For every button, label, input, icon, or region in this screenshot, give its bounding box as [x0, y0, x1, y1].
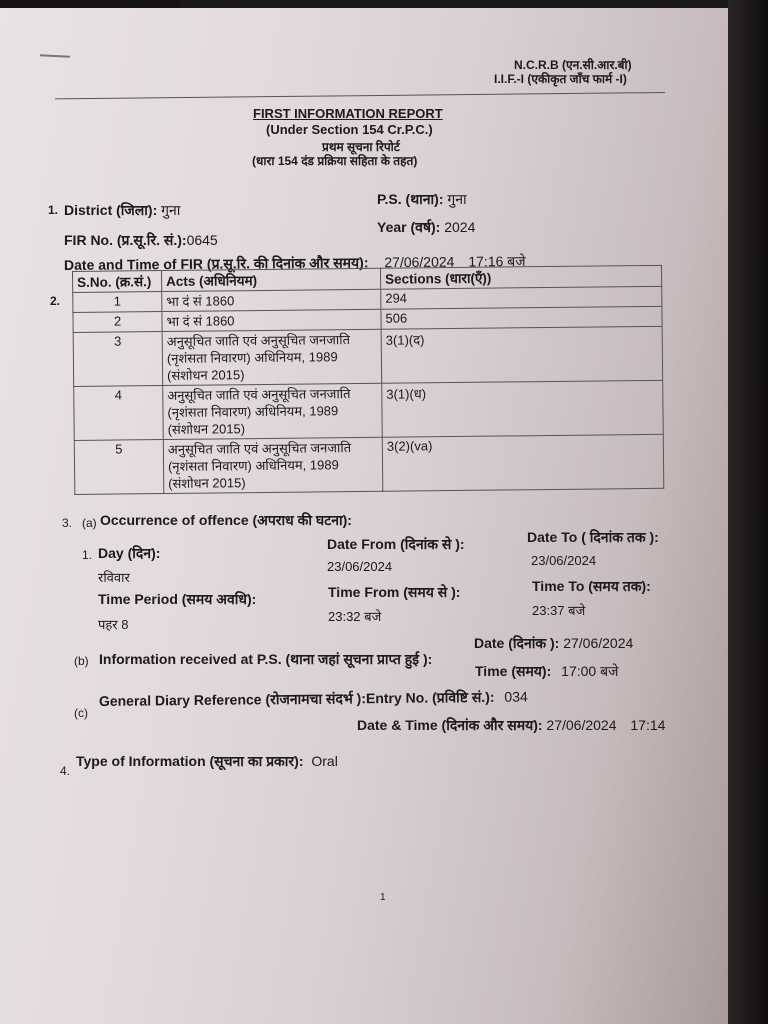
- time-period-value: पहर 8: [98, 617, 129, 632]
- column-header-acts: Acts (अधिनियम): [162, 268, 381, 291]
- district-label: District (जिला):: [64, 202, 158, 218]
- cell-act: अनुसूचित जाति एवं अनुसूचित जनजाति (नृशंसता निवारण) अधिनियम, 1989 (संशोधन 2015): [163, 383, 383, 439]
- cell-section: 294: [381, 286, 662, 309]
- info-time-value: 17:00 बजे: [561, 663, 619, 679]
- gd-entry-value: 034: [504, 688, 528, 705]
- info-received-date: [474, 634, 633, 653]
- subsection-a-marker: (a): [82, 516, 97, 530]
- cell-sno: 1: [73, 292, 162, 313]
- cell-sno: 5: [74, 440, 164, 495]
- info-time-label: Time (समय):: [475, 663, 552, 679]
- section-number: 3.: [62, 516, 73, 530]
- gd-entry-label: Entry No. (प्रविष्टि सं.):: [365, 688, 495, 707]
- ncrb-header: N.C.R.B (एन.सी.आर.बी): [514, 58, 632, 72]
- photo-background-edge: [728, 0, 768, 1024]
- info-received-label: Information received at P.S. (थाना जहां सूचना प्राप्त हुई ):: [99, 651, 433, 667]
- report-subtitle: (Under Section 154 Cr.P.C.): [266, 122, 433, 137]
- cell-act: भा दं सं 1860: [162, 309, 381, 331]
- gd-time-value: 17:14: [630, 717, 666, 733]
- info-date-value: 27/06/2024: [563, 635, 634, 651]
- column-header-sno: S.No. (क्र.सं.): [73, 271, 162, 293]
- time-period-label: Time Period (समय अवधि):: [98, 591, 257, 607]
- section-number: 4.: [60, 764, 71, 778]
- gd-label: General Diary Reference (रोजनामचा संदर्भ ):: [98, 690, 367, 710]
- cell-section: 506: [381, 306, 662, 329]
- header-divider: [55, 92, 665, 99]
- date-from-value: 23/06/2024: [327, 559, 393, 574]
- report-title: FIRST INFORMATION REPORT: [253, 106, 443, 121]
- cell-section: 3(2)(va): [382, 434, 664, 491]
- info-type-label: Type of Information (सूचना का प्रकार):: [76, 753, 304, 769]
- subsection-c-marker: (c): [74, 706, 88, 720]
- cell-section: 3(1)(द): [381, 326, 663, 383]
- table-row: [74, 434, 664, 494]
- date-to-label: Date To ( दिनांक तक ):: [527, 529, 659, 545]
- year-label: Year (वर्ष):: [377, 219, 441, 235]
- cell-act: अनुसूचित जाति एवं अनुसूचित जनजाति (नृशंसता निवारण) अधिनियम, 1989 (संशोधन 2015): [163, 437, 383, 493]
- cell-sno: 4: [74, 386, 164, 441]
- year-value: 2024: [444, 219, 476, 235]
- cell-act: भा दं सं 1860: [162, 289, 381, 311]
- district-value: गुना: [161, 202, 181, 218]
- subsection-b-marker: (b): [74, 654, 89, 668]
- acts-sections-table: [72, 265, 664, 495]
- type-of-information-field: [76, 752, 338, 771]
- date-from-label: Date From (दिनांक से ):: [327, 536, 465, 552]
- cell-act: अनुसूचित जाति एवं अनुसूचित जनजाति (नृशंसता निवारण) अधिनियम, 1989 (संशोधन 2015): [162, 329, 382, 385]
- report-subtitle-hindi: (धारा 154 दंड प्रक्रिया सहिता के तहत): [252, 154, 418, 168]
- occurrence-label: Occurrence of offence (अपराध की घटना):: [100, 512, 352, 528]
- fir-datetime-label: Date and Time of FIR (प्र.सू.रि. की दिनांक और समय):: [63, 254, 369, 273]
- ps-label: P.S. (थाना):: [377, 191, 444, 207]
- time-to-label: Time To (समय तक):: [532, 578, 651, 594]
- gd-date-value: 27/06/2024: [546, 717, 617, 733]
- district-field: [64, 201, 180, 220]
- table-row: [74, 380, 664, 440]
- item-number: 1.: [82, 548, 93, 562]
- section-number: 1.: [48, 203, 59, 217]
- info-received-time: [475, 662, 618, 681]
- document-page: [0, 8, 730, 1024]
- gd-datetime-field: [357, 716, 665, 735]
- date-to-value: 23/06/2024: [531, 553, 597, 568]
- info-date-label: Date (दिनांक ):: [474, 635, 560, 651]
- time-from-value: 23:32 बजे: [328, 609, 382, 624]
- general-diary-field: [99, 688, 528, 711]
- day-label: Day (दिन):: [98, 545, 161, 561]
- fir-number-field: [64, 231, 218, 250]
- cell-sno: 2: [73, 312, 162, 333]
- fir-label: FIR No. (प्र.सू.रि. सं.):: [64, 232, 187, 248]
- info-type-value: Oral: [311, 753, 338, 769]
- day-value: रविवार: [98, 570, 130, 585]
- cell-section: 3(1)(ध): [382, 380, 664, 437]
- column-header-sections: Sections (धारा(एँ)): [380, 265, 661, 289]
- ps-value: गुना: [447, 191, 467, 207]
- cell-sno: 3: [73, 332, 163, 387]
- table-row: [73, 326, 663, 386]
- pen-mark: [40, 54, 70, 57]
- fir-date-value: 27/06/2024: [384, 253, 455, 271]
- iif-header: I.I.F.-I (एकीकृत जाँच फार्म -I): [494, 72, 627, 86]
- section-number: 2.: [50, 294, 61, 308]
- fir-value: 0645: [186, 232, 218, 248]
- gd-datetime-label: Date & Time (दिनांक और समय):: [357, 717, 543, 733]
- time-to-value: 23:37 बजे: [532, 603, 586, 618]
- police-station-field: [377, 190, 467, 209]
- report-title-hindi: प्रथम सूचना रिपोर्ट: [322, 140, 400, 154]
- time-from-label: Time From (समय से ):: [328, 584, 461, 600]
- page-number: 1: [380, 892, 386, 903]
- fir-time-value: 17:16 बजे: [468, 252, 526, 270]
- year-field: [377, 218, 475, 237]
